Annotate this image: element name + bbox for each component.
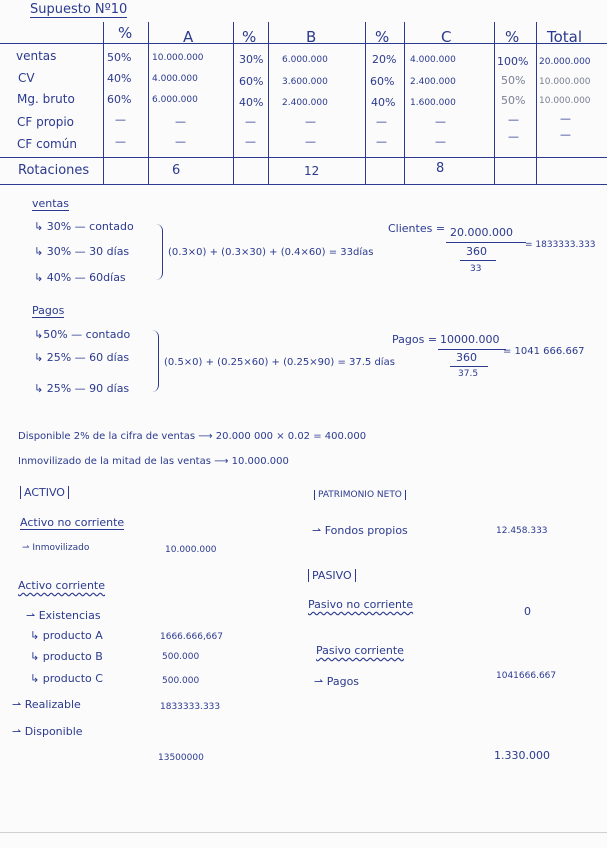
table-cell: 60% [370, 75, 395, 88]
activo-corriente-label: Activo corriente [18, 579, 105, 592]
clientes-inner-bar [460, 260, 496, 261]
clientes-result: = 1833333.333 [525, 240, 596, 250]
table-cell: — [115, 113, 126, 126]
producto-a-label: ↳ producto A [30, 629, 103, 642]
table-col-divider [268, 22, 269, 184]
row-label-cf-comun: CF común [17, 137, 77, 151]
table-col-divider [404, 22, 405, 184]
table-cell: 100% [497, 55, 529, 68]
pagos-label-balance: ⇀ Pagos [314, 675, 360, 688]
table-cell: — [508, 113, 519, 126]
table-header-c: C [441, 28, 452, 46]
table-cell: 40% [239, 96, 264, 109]
table-cell: — [175, 115, 186, 128]
table-cell: 4.000.000 [152, 74, 198, 84]
row-label-rotaciones: Rotaciones [18, 163, 90, 178]
patrimonio-neto-heading: PATRIMONIO NETO [314, 490, 406, 500]
table-cell: 30% [239, 53, 264, 66]
table-cell: — [376, 115, 387, 128]
table-col-divider [233, 22, 234, 184]
table-cell: — [245, 135, 256, 148]
pasivo-heading: PASIVO [308, 569, 356, 582]
pagos-numerator: 10000.000 [440, 333, 500, 346]
realizable-label: ⇀ Realizable [12, 698, 81, 711]
fondos-propios-value: 12.458.333 [496, 526, 548, 536]
pagos-line-3: ↳ 25% — 90 días [34, 382, 130, 395]
table-cell: 3.600.000 [282, 77, 328, 87]
table-cell: 6.000.000 [282, 55, 328, 65]
producto-a-value: 1666.666,667 [160, 632, 223, 642]
producto-c-value: 500.000 [162, 676, 200, 686]
inmovilizado-value: 10.000.000 [165, 545, 217, 555]
clientes-denominator-2: 33 [470, 264, 482, 274]
table-col-divider [365, 22, 366, 184]
table-cell: — [305, 135, 316, 148]
table-cell: — [560, 128, 571, 141]
table-header-a: A [183, 28, 194, 46]
inmovilizado-label: ⇀ Inmovilizado [22, 543, 90, 553]
clientes-numerator: 20.000.000 [450, 226, 513, 239]
pagos-inner-bar [450, 366, 488, 367]
ventas-brace [156, 224, 163, 280]
row-label-mg-bruto: Mg. bruto [17, 92, 75, 106]
producto-b-label: ↳ producto B [30, 650, 103, 663]
disponible-label: ⇀ Disponible [12, 725, 83, 738]
table-header-b: B [306, 28, 317, 46]
pagos-brace [152, 330, 159, 392]
realizable-value: 1833333.333 [160, 702, 221, 712]
activo-no-corriente-label: Activo no corriente [20, 516, 125, 529]
table-cell: 2.400.000 [410, 77, 456, 87]
pagos-formula: (0.5×0) + (0.25×60) + (0.25×90) = 37.5 días [164, 357, 395, 368]
table-cell: 10.000.000 [539, 77, 591, 87]
table-cell: — [245, 115, 256, 128]
clientes-fraction-bar [446, 242, 526, 243]
pagos-denominator-2: 37.5 [458, 369, 479, 379]
producto-c-label: ↳ producto C [30, 672, 103, 685]
clientes-denominator: 360 [466, 245, 487, 258]
table-cell: 4.000.000 [410, 55, 456, 65]
page-title: Supuesto Nº10 [30, 2, 128, 17]
table-header-total: Total [547, 28, 583, 46]
table-cell: — [305, 115, 316, 128]
ventas-formula: (0.3×0) + (0.3×30) + (0.4×60) = 33días [168, 247, 374, 258]
row-label-cf-propio: CF propio [17, 115, 75, 129]
fondos-propios-label: ⇀ Fondos propios [312, 524, 408, 537]
pagos-line-2: ↳ 25% — 60 días [34, 351, 130, 364]
table-cell: 50% [107, 51, 132, 64]
pagos-heading: Pagos [32, 304, 65, 317]
pagos-result: = 1041 666.667 [503, 346, 585, 357]
ventas-line-1: ↳ 30% — contado [34, 220, 134, 233]
table-bottom-rule [0, 184, 607, 185]
inmovilizado-line: Inmovilizado de la mitad de las ventas ⟶ 10.000.000 [18, 456, 289, 467]
pasivo-no-corriente-label: Pasivo no corriente [308, 598, 414, 611]
table-cell: — [175, 135, 186, 148]
activo-heading: ACTIVO [20, 486, 69, 499]
table-cell: — [435, 115, 446, 128]
table-cell: 50% [501, 74, 526, 87]
table-cell: 1.600.000 [410, 98, 456, 108]
table-cell: 20% [372, 53, 397, 66]
table-cell: — [508, 130, 519, 143]
pasivo-corriente-label: Pasivo corriente [316, 644, 404, 657]
table-cell: 60% [107, 93, 132, 106]
row-label-cv: CV [18, 71, 35, 85]
table-header-pct-a: % [118, 24, 133, 42]
table-cell: 40% [371, 96, 396, 109]
pagos-value-balance: 1041666.667 [496, 671, 557, 681]
table-cell: 60% [239, 75, 264, 88]
ventas-line-2: ↳ 30% — 30 días [34, 245, 130, 258]
table-cell: — [115, 135, 126, 148]
table-col-divider [103, 22, 104, 184]
producto-b-value: 500.000 [162, 652, 200, 662]
clientes-label: Clientes = [388, 222, 446, 235]
table-header-pct-b: % [242, 28, 257, 46]
row-label-ventas: ventas [16, 49, 57, 63]
table-col-divider [148, 22, 149, 184]
table-cell: 20.000.000 [539, 57, 591, 67]
page-bottom-rule [0, 832, 607, 833]
table-cell: 40% [107, 72, 132, 85]
rotacion-c: 8 [436, 161, 445, 176]
pagos-line-1: ↳50% — contado [34, 328, 131, 341]
rotacion-a: 6 [172, 163, 181, 178]
ventas-heading: ventas [32, 197, 70, 210]
table-cell: 10.000.000 [539, 96, 591, 106]
table-cell: — [560, 112, 571, 125]
table-col-divider [494, 22, 495, 184]
table-cell: 10.000.000 [152, 53, 204, 63]
rotacion-b: 12 [304, 164, 320, 178]
table-cell: — [435, 135, 446, 148]
disponible-line: Disponible 2% de la cifra de ventas ⟶ 20.000 000 × 0.02 = 400.000 [18, 431, 367, 442]
pasivo-total: 1.330.000 [494, 749, 550, 762]
ventas-line-3: ↳ 40% — 60días [34, 271, 126, 284]
table-cell: 50% [501, 94, 526, 107]
pagos-label: Pagos = [392, 333, 438, 346]
pagos-fraction-bar [438, 349, 506, 350]
table-col-divider [536, 22, 537, 184]
activo-total: 13500000 [158, 753, 204, 763]
existencias-label: ⇀ Existencias [26, 609, 101, 622]
table-rotaciones-top-rule [0, 157, 607, 158]
table-cell: 6.000.000 [152, 95, 198, 105]
table-header-pct-c: % [375, 28, 390, 46]
table-cell: — [376, 135, 387, 148]
table-header-pct-total: % [505, 28, 520, 46]
table-cell: 2.400.000 [282, 98, 328, 108]
pagos-denominator: 360 [456, 351, 477, 364]
pasivo-no-corriente-value: 0 [524, 605, 531, 618]
